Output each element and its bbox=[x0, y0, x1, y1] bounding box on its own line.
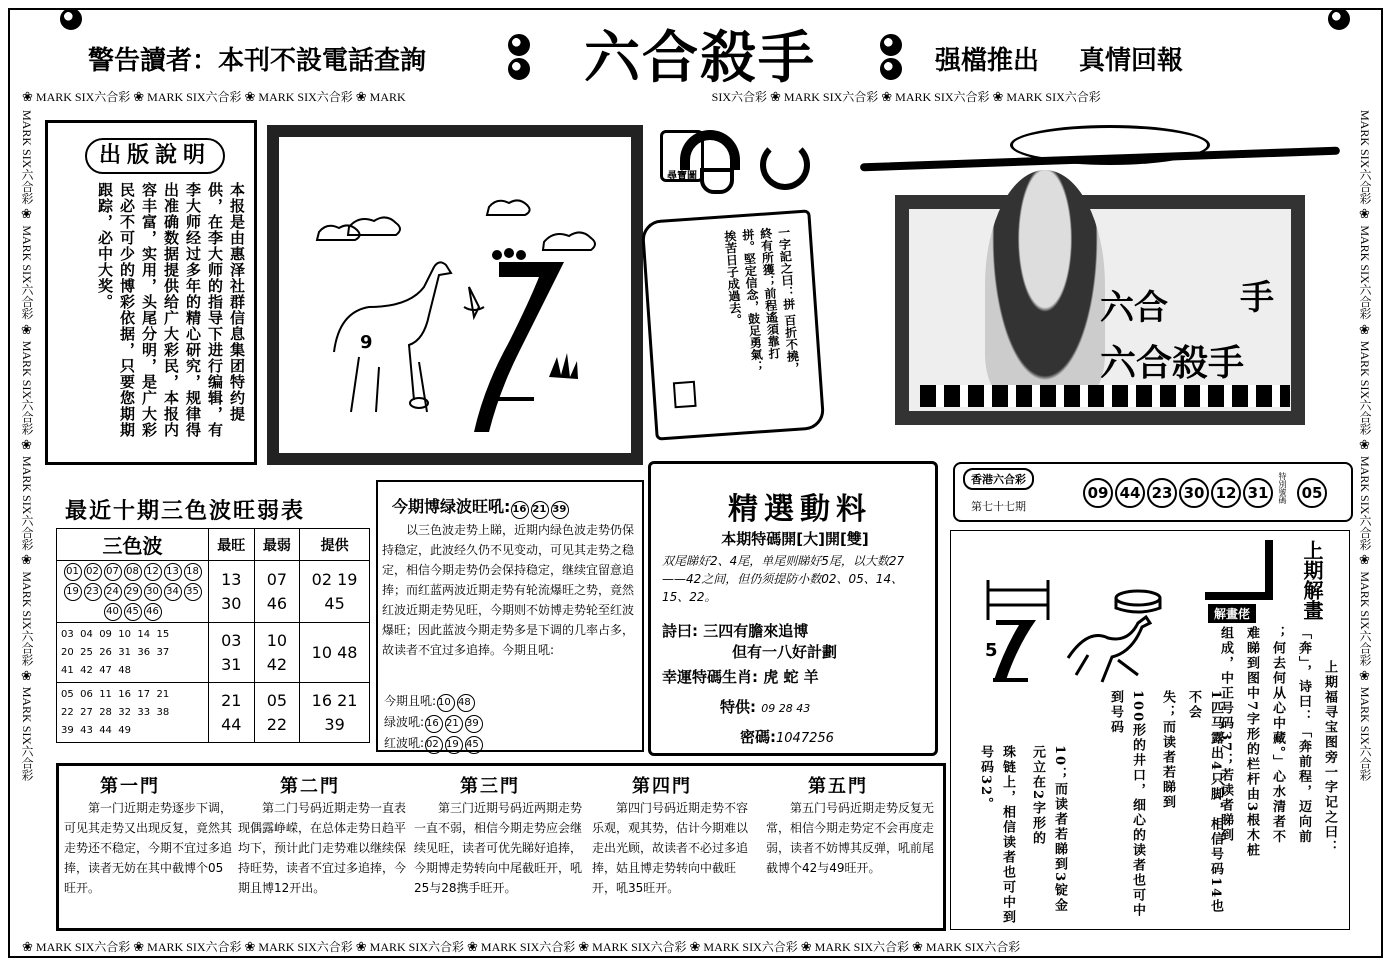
special-tag: 特別號碼 bbox=[1278, 472, 1287, 504]
picture-number-nine: 9 bbox=[360, 332, 373, 353]
top-banner: ❀ MARK SIX六合彩 ❀ MARK SIX六合彩 ❀ MARK SIX六合彩 ❀ MARK SIX六合彩 ❀ MARK SIX六合彩 ❀ MARK SIX六合彩 ❀ MARK SIX六合彩 bbox=[22, 89, 1101, 104]
supply-col-header: 提供 bbox=[300, 529, 370, 561]
last-period-corner bbox=[1205, 540, 1273, 600]
red-supply: 02 19 45 bbox=[300, 561, 370, 623]
solution-col: 10；而读者若睇到3锭金元立在2字形的 bbox=[1030, 745, 1067, 914]
section-3-title: 第三門 bbox=[460, 776, 520, 797]
last-period-number: 5 bbox=[985, 640, 998, 661]
selected-special: 特供: 09 28 43 bbox=[720, 698, 811, 716]
wave-col-header: 三色波 bbox=[57, 529, 209, 561]
wave-table-title: 最近十期三色波旺弱表 bbox=[65, 499, 306, 524]
selected-line-2: 双尾睇好2、4尾，单尾则睇好5尾，以大数27——42之间，但仍须提防小数02、05、14、15、22。 bbox=[662, 554, 905, 604]
red-max: 13 30 bbox=[209, 561, 255, 623]
draw-number: 23 bbox=[1147, 478, 1177, 508]
section-1-title: 第一門 bbox=[100, 776, 160, 797]
draw-brand: 香港六合彩 bbox=[963, 468, 1034, 490]
draw-number: 31 bbox=[1243, 478, 1273, 508]
green-supply: 16 21 39 bbox=[300, 683, 370, 743]
blue-wave-grid: 03 04 09 10 14 15 20 25 26 31 36 37 41 42 47 48 bbox=[57, 623, 209, 683]
green-wave-title: 今期博绿波旺吼: 16 21 39 bbox=[392, 494, 642, 518]
riddle-picture-left bbox=[267, 125, 643, 465]
draw-number: 12 bbox=[1211, 478, 1241, 508]
solution-col: 100形的井口，细心的读者也可中到号码 bbox=[1108, 690, 1145, 919]
section-1-body: 第一门近期走势逐步下调，可见其走势又出现反复，竟然其走势还不稳定，今期不宜过多追捧，读者无妨在其中截博个05旺开。 bbox=[64, 801, 233, 895]
ring-icon bbox=[760, 140, 810, 190]
blue-max: 03 31 bbox=[209, 623, 255, 683]
solution-col: 「奔」，诗曰：「奔前程，迈向前 bbox=[1296, 626, 1311, 845]
corner-ball-left bbox=[60, 8, 82, 34]
section-2-title: 第二門 bbox=[280, 776, 340, 797]
green-max: 21 44 bbox=[209, 683, 255, 743]
publication-title: 出版說明 bbox=[85, 138, 225, 174]
solution-col: 上期福寻宝图旁一字记之曰： bbox=[1322, 660, 1337, 855]
section-4-title: 第四門 bbox=[632, 776, 692, 797]
slogan-1: 强檔推出 bbox=[935, 46, 1040, 76]
last-period-drawing bbox=[968, 560, 1168, 690]
portrait-text-1: 六合 bbox=[1100, 288, 1168, 328]
draw-number: 44 bbox=[1115, 478, 1145, 508]
header-warning: 警告讀者：本刊不設電話查詢 bbox=[88, 46, 427, 76]
solution-col: 失；而读者若睇到 bbox=[1160, 690, 1175, 810]
min-col-header: 最弱 bbox=[254, 529, 300, 561]
section-5-body: 第五门号码近期走势反复无常，相信今期走势定不会再度走弱，读者不妨博其反弹，吼前尾截博个42与49旺开。 bbox=[766, 801, 935, 875]
section-4-body: 第四门号码近期走势不容乐观，观其势，估计今期难以走出光顾，故读者不必过多追捧，姑且博走势转向中截旺开，吼35旺开。 bbox=[592, 801, 749, 895]
red-wave-balls: 01 02 07 08 12 13 1819 23 24 29 30 34 3540 45 46 bbox=[57, 561, 209, 623]
scroll-badge: 尋寶圖 bbox=[660, 130, 704, 182]
portrait-ingots bbox=[920, 385, 1290, 407]
header-slogan bbox=[935, 40, 1265, 82]
logo-balls-left bbox=[508, 34, 530, 80]
section-2-body: 第二门号码近期走势一直表现偶露峥嵘，在总体走势日趋平均下，预计此门走势难以继续保持旺势，读者不宜过多追捧，今期且博12开出。 bbox=[238, 801, 407, 895]
right-banner: MARK SIX六合彩 ❀ MARK SIX六合彩 ❀ MARK SIX六合彩 ❀ MARK SIX六合彩 ❀ MARK SIX六合彩 ❀ MARK SIX六合彩 bbox=[1358, 110, 1373, 782]
portrait-text-3: 六合殺手 bbox=[1100, 343, 1245, 384]
section-3-body: 第三门近期号码近两期走势一直不弱，相信今期走势应会继续见旺，读者可优先睇好追捧，今期博走势转向中尾截旺开，吼25与28携手旺开。 bbox=[414, 801, 583, 895]
scroll-text: 一字記之曰：拼 百折不撓，終有所獲；前程遙須靠打拼。堅定信念，鼓足勇氣；挨苦日子成過去。 bbox=[722, 225, 801, 375]
solution-col: 1匹马露出4只脚，相信号码14也不会 bbox=[1186, 690, 1223, 915]
portrait-halo bbox=[1010, 125, 1210, 165]
selected-code: 密碼:1047256 bbox=[740, 728, 834, 746]
draw-special-number: 05 bbox=[1297, 478, 1327, 508]
bottom-banner: ❀ MARK SIX六合彩 ❀ MARK SIX六合彩 ❀ MARK SIX六合彩 ❀ MARK SIX六合彩 ❀ MARK SIX六合彩 ❀ MARK SIX六合彩 ❀ MARK SIX六合彩 ❀ MARK SIX六合彩 ❀ MARK SIX六合彩 bbox=[22, 939, 1021, 954]
horse-seven-drawing bbox=[968, 560, 1168, 690]
pot-icon bbox=[700, 168, 734, 194]
publication-body: 本报是由惠泽社群信息集团特约提供，在李大师的指导下进行编辑，有李大师经过多年的精心研究，规律得出准确数据提供给广大彩民，本报内容丰富，实用，头尾分明，是广大彩民必不可少的博彩依据，只要您期期跟踪，必中大奖。 bbox=[96, 182, 246, 438]
green-wave-body: 以三色波走势上睇，近期内绿色波走势仍保持稳定，此波经久仍不见变动，可见其走势之稳定，相信今期走势仍会保持稳定，继续宜留意追捧；而红蓝两波近期走势有轮流爆旺之势，竟然红波近期走势见旺，今期则不妨博走势轮至红波爆旺；因此蓝波今期走势多是下调的几率占多，故读者不宜过多追捧。今期且吼: bbox=[382, 523, 635, 657]
solution-col: ；何去何从心中藏。」心水清者不 bbox=[1270, 626, 1285, 845]
solver-label: 解畫佬 bbox=[1208, 604, 1256, 623]
draw-period: 第七十七期 bbox=[971, 500, 1026, 513]
green-wave-calls: 今期且吼: 10 48 绿波吼: 16 21 39 红波吼: 02 19 45 bbox=[384, 692, 484, 755]
corner-ball-right bbox=[1328, 8, 1350, 34]
scroll-paper bbox=[641, 209, 826, 440]
draw-number: 09 bbox=[1083, 478, 1113, 508]
portrait-figure bbox=[985, 170, 1105, 400]
slogan-2: 真情回報 bbox=[1079, 46, 1184, 76]
last-period-label: 上期解畫 bbox=[1300, 540, 1324, 620]
portrait-text-2: 手 bbox=[1240, 278, 1274, 318]
section-5-title: 第五門 bbox=[808, 776, 868, 797]
selected-zodiac: 幸運特碼生肖: 虎 蛇 羊 bbox=[662, 668, 819, 686]
solution-col: 珠链上，相信读者也可中到号码32。 bbox=[978, 745, 1015, 925]
left-banner: MARK SIX六合彩 ❀ MARK SIX六合彩 ❀ MARK SIX六合彩 ❀ MARK SIX六合彩 ❀ MARK SIX六合彩 ❀ MARK SIX六合彩 bbox=[20, 110, 35, 782]
red-min: 07 46 bbox=[254, 561, 300, 623]
solution-col: 组成，中正号码37；若读者睇到 bbox=[1218, 626, 1233, 844]
selected-poem: 詩曰: 三四有膽來追博 但有一八好計劃 bbox=[662, 622, 838, 661]
logo-balls-right bbox=[880, 34, 902, 80]
draw-bar bbox=[953, 462, 1353, 522]
green-wave-grid: 05 06 11 16 17 21 22 27 28 32 33 38 39 43 44 49 bbox=[57, 683, 209, 743]
blue-min: 10 42 bbox=[254, 623, 300, 683]
selected-title: 精選動料 bbox=[728, 492, 872, 527]
selected-line-1: 本期特碼開[大]開[雙] bbox=[721, 530, 869, 548]
wave-table bbox=[56, 528, 370, 743]
scroll-seal bbox=[673, 381, 697, 408]
draw-number: 30 bbox=[1179, 478, 1209, 508]
blue-supply: 10 48 bbox=[300, 623, 370, 683]
green-min: 05 22 bbox=[254, 683, 300, 743]
masthead-logo: 六合殺手 bbox=[584, 25, 816, 91]
solution-col: 难睇到图中7字形的栏杆由3根木桩 bbox=[1244, 626, 1259, 859]
max-col-header: 最旺 bbox=[209, 529, 255, 561]
camel-seven-drawing bbox=[279, 137, 631, 453]
